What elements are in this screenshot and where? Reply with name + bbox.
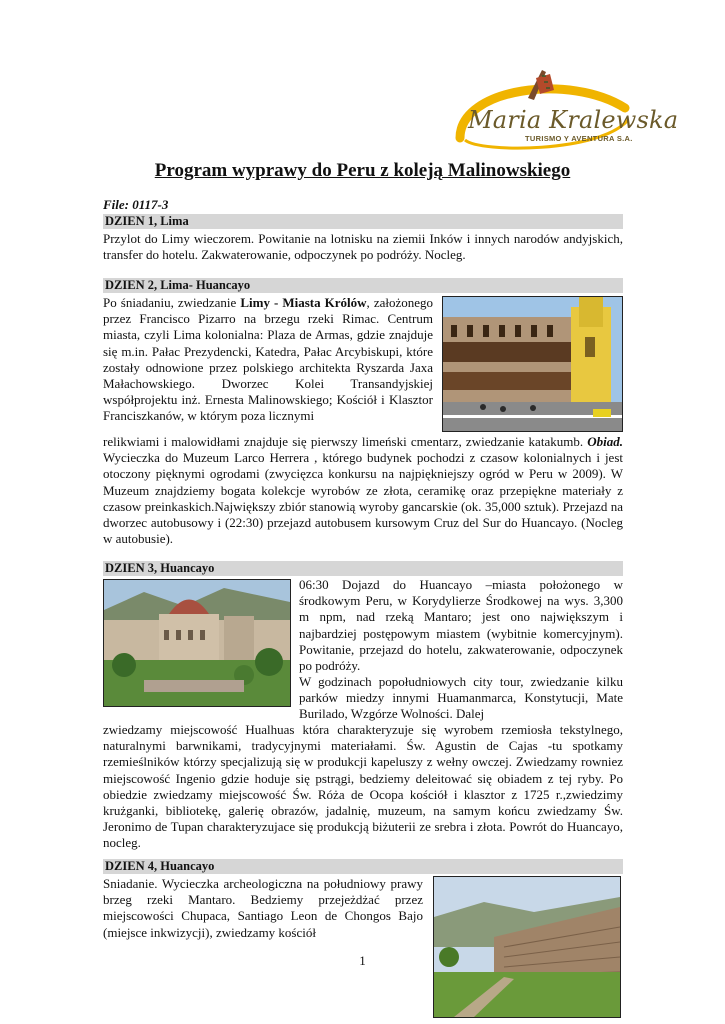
day-4-text: Sniadanie. Wycieczka archeologiczna na południowy prawy brzeg rzeki Mantaro. Bedziemy przejeżdżać przez miejscowości Chupaca, Santiago Leon de Chongos Bajo (miejsce inkwizycji), zwiedzamy kościół bbox=[103, 876, 423, 940]
day-2-p1-pre: Po śniadaniu, zwiedzanie bbox=[103, 295, 241, 310]
day-3-paragraph-2: W godzinach popołudniowych city tour, zwiedzanie kilku parków miedzy innymi Huamanmarca, Konstytucji, Mate Burilado, Wzgórze Wolności. Dalej bbox=[299, 674, 623, 722]
day-2-p2-post: Wycieczka do Muzeum Larco Herrera , którego budynek pochodzi z czasow kolonialnych i jest otoczony pięknymi ogrodami (zwycięzca konkursu na najpiękniejszy ogród w Peru w 2009). W Muzeum znajdziemy bogata kolekcje wyrobów ze złota, ceramikę oraz przepiękne materiały z czasow preinkaskich.Największy zbiór stanowią wyroby gancarskie (ok. 35,000 sztuk). Przejazd na dworzec autobusowy i (22:30) przejazd autobusem kursowym Cruz del Sur do Huancayo. (Nocleg w autobusie). bbox=[103, 450, 623, 547]
archaeological-ruins-photo bbox=[433, 876, 621, 1018]
file-reference: File: 0117-3 bbox=[103, 197, 169, 212]
day-2-p2-lunch: Obiad. bbox=[587, 434, 623, 449]
day-1-header: DZIEN 1, Lima bbox=[103, 214, 623, 229]
day-2-paragraph-1 bbox=[103, 295, 433, 425]
day-2-p2-pre: relikwiami i malowidłami znajduje się pierwszy limeński cmentarz, zwiedzanie katakumb. bbox=[103, 434, 588, 449]
day-4-header: DZIEN 4, Huancayo bbox=[103, 859, 623, 874]
day-2-paragraph-2 bbox=[103, 434, 623, 547]
day-2-p1-bold: Limy - Miasta Królów bbox=[240, 295, 367, 310]
day-2-header: DZIEN 2, Lima- Huancayo bbox=[103, 278, 623, 293]
page-number: 1 bbox=[359, 953, 366, 968]
day-1-text: Przylot do Limy wieczorem. Powitanie na lotnisku na ziemii Inków i innych narodów andyjskich, transfer do hotelu. Zakwaterowanie, odpoczynek po podróży. Nocleg. bbox=[103, 231, 623, 263]
lima-plaza-photo bbox=[442, 296, 623, 432]
document-title: Program wyprawy do Peru z koleją Malinowskiego bbox=[154, 160, 571, 181]
day-2-p1-post: , założonego przez Francisco Pizarro na brzegu rzeki Rimac. Centrum miasta, czyli Lima kolonialna: Plaza de Armas, gdzie znajduje się m.in. Pałac Prezydencki, Katedra, Pałac Arcybiskupi, które zostały odnowione przez polskiego architekta Ryszarda Jaxa Małachowskiego. Dworzec Kolei Transandyjskiej współprojektu inż. Ernesta Malinowskiego; Kościół i Klasztor Franciszkanów, w którym poza licznymi bbox=[103, 295, 434, 424]
company-logo bbox=[450, 68, 679, 158]
huancayo-city-photo bbox=[103, 579, 291, 707]
logo-brand-text: Maria Kralewska bbox=[468, 106, 679, 134]
day-3-paragraph-1: 06:30 Dojazd do Huancayo –miasta położonego w środkowym Peru, w Korydylierze Środkowej na wys. 3,300 m npm, nad rzeką Mantaro; jest ono największym i najbardziej postępowym miastem (wybitnie komercyjnym). Powitanie, przejazd do hotelu, zakwaterowanie, odpoczynek po podróży. bbox=[299, 577, 623, 674]
day-3-paragraph-3: zwiedzamy miejscowość Hualhuas która charakteryzuje się wyrobem rzemiosła tekstylnego, naturalnymi barwnikami, tradycyjnymi materiałami. Św. Agustin de Cajas -tu spotkamy rzemieślników którzy specjalizują się w produkcji kapeluszy z wełny owczej. Zwiedzamy rowniez miejscowość Ingenio gdzie hoduje się pstrągi, bedziemy deleitować się obiadem z tej ryby. Po obiedzie zwiedzamy miejscowość Św. Róża de Ocopa kościół i klasztor z 1725 r.,zwiedzimy krużganki, bibliotekę, galerię obrazów, jadalnię, muzeum, na samym końcu zwiedzamy Św. Jeronimo de Tupan charakteryzujace się produkcją biżuterii ze srebra i złota. Powrót do Huancayo, nocleg. bbox=[103, 722, 623, 851]
day-3-header: DZIEN 3, Huancayo bbox=[103, 561, 623, 576]
logo-tagline: TURISMO Y AVENTURA S.A. bbox=[525, 134, 633, 143]
